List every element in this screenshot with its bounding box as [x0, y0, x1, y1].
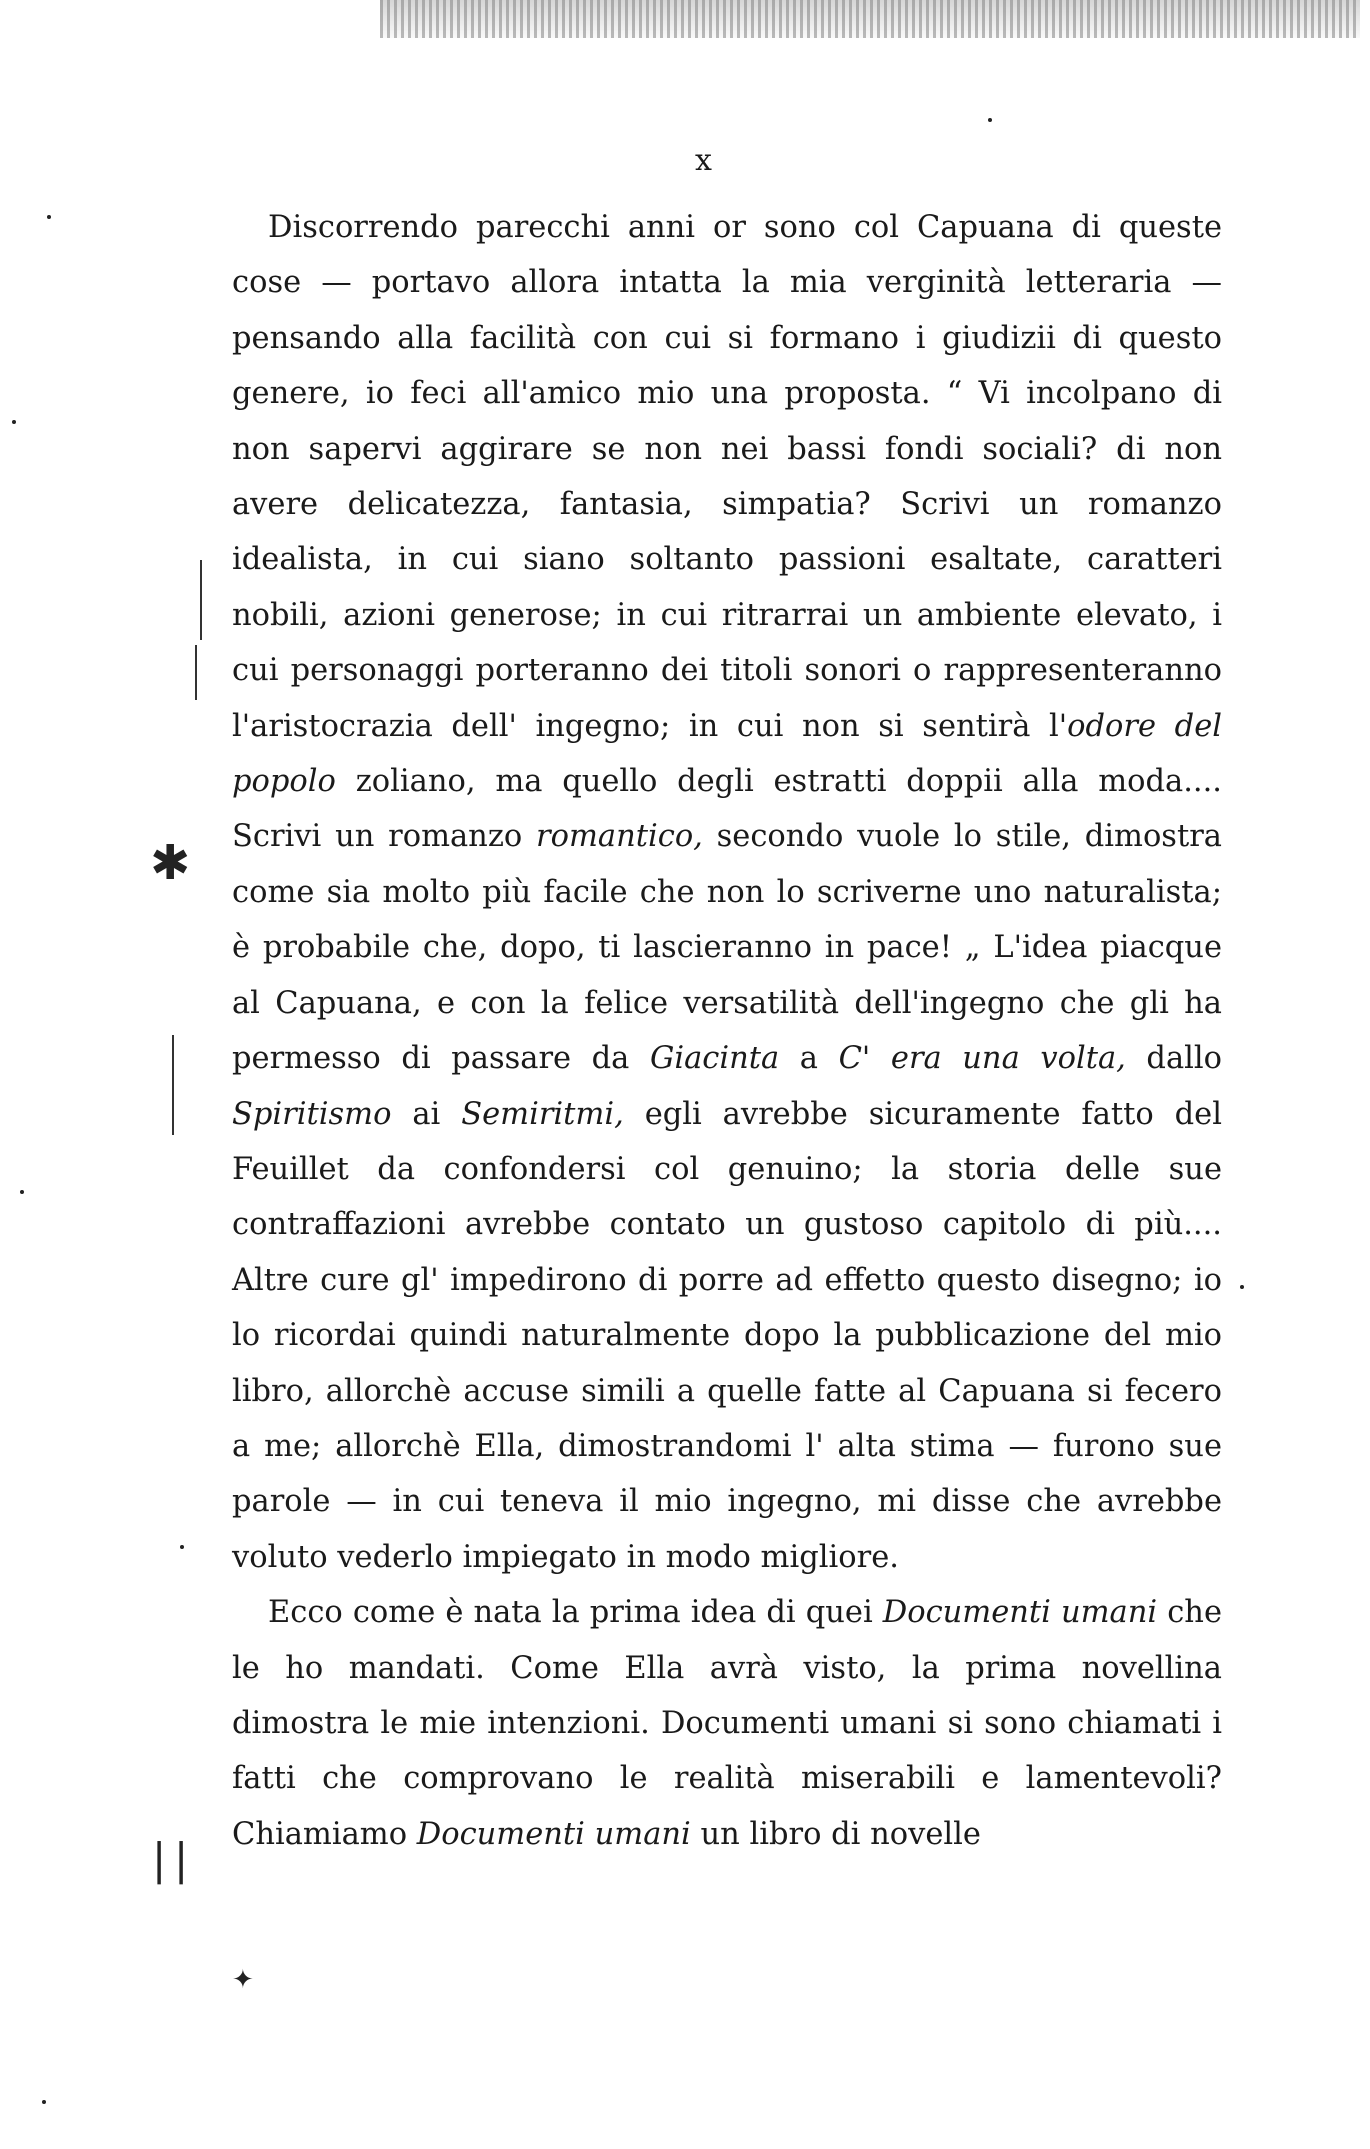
body-text [232, 200, 1222, 1862]
text-run: che le ho mandati. Come Ella avrà visto, la prima novellina dimostra le mie intenzioni. Documenti umani si sono chiamati i fatti che comprovano le realità miserabili e lamentevoli? Chiamiamo [232, 1595, 1222, 1852]
italic-text-run: Giacinta [649, 1041, 780, 1077]
scan-speck [1240, 1285, 1244, 1289]
pencil-line-mark [200, 560, 202, 640]
text-run: Discorrendo parecchi anni or sono col Capuana di queste cose — portavo allora intatta la mia verginità letteraria — pensando alla facilità con cui si formano i giudizii di questo genere, io feci all'amico mio una proposta. “ Vi incolpano di non sapervi aggirare se non nei bassi fondi sociali? di non avere delicatezza, fantasia, simpatia? Scrivi un romanzo idealista, in cui siano soltanto passioni esaltate, caratteri nobili, azioni generose; in cui ritrarrai un ambiente elevato, i cui personaggi porteranno dei titoli sonori o rappresenteranno l'aristocrazia dell' ingegno; in cui non si sentirà l' [232, 210, 1222, 744]
text-run: egli avrebbe sicuramente fatto del Feuillet da confondersi col genuino; la storia delle sue contraffazioni avrebbe contato un gustoso capitolo di più.... Altre cure gl' impedirono di porre ad effetto questo disegno; io lo ricordai quindi naturalmente dopo la pubblicazione del mio libro, allorchè accuse simili a quelle fatte al Capuana si fecero a me; allorchè Ella, dimostrandomi l' alta stima — furono sue parole — in cui teneva il mio ingegno, mi disse che avrebbe voluto vederlo impiegato in modo migliore. [232, 1096, 1222, 1575]
text-run: ai [391, 1096, 462, 1132]
text-run: secondo vuole lo stile, dimostra come sia molto più facile che non lo scriverne uno naturalista; è probabile che, dopo, ti lascieranno in pace! „ L'idea piacque al Capuana, e con la felice versatilità dell'ingegno che gli ha permesso di passare da [232, 819, 1222, 1077]
italic-text-run: Documenti umani [882, 1595, 1158, 1631]
text-run: dallo [1125, 1041, 1223, 1077]
scan-speck [180, 1545, 184, 1549]
italic-text-run: Documenti umani [416, 1816, 691, 1852]
paragraph-2 [232, 1585, 1222, 1862]
italic-text-run: C' era una volta, [838, 1041, 1126, 1077]
page-number: x [695, 143, 713, 178]
scan-artifact-strip [380, 0, 1360, 38]
scan-speck [20, 1190, 24, 1194]
scan-speck [12, 420, 16, 424]
text-run: Ecco come è nata la prima idea di quei [268, 1595, 883, 1631]
text-run: zoliano, ma quello degli estratti doppii alla moda.... Scrivi un romanzo [232, 764, 1222, 855]
italic-text-run: odore del popolo [232, 708, 1222, 800]
italic-text-run: Semiritmi, [461, 1096, 624, 1132]
text-run: a [779, 1041, 839, 1077]
text-run: un libro di novelle [690, 1816, 981, 1852]
asterisk-margin-icon: ✱ [150, 835, 191, 891]
star-margin-icon: ✦ [232, 1965, 254, 1995]
italic-text-run: Spiritismo [232, 1096, 392, 1132]
scan-speck [47, 215, 51, 219]
paragraph-1 [232, 200, 1222, 1585]
pencil-line-mark [172, 1035, 174, 1135]
bracket-margin-icon: ∣∣ [148, 1835, 192, 1886]
scan-speck [42, 2100, 46, 2104]
scan-speck [988, 118, 992, 122]
pencil-line-mark [195, 645, 197, 700]
italic-text-run: romantico, [536, 819, 703, 855]
